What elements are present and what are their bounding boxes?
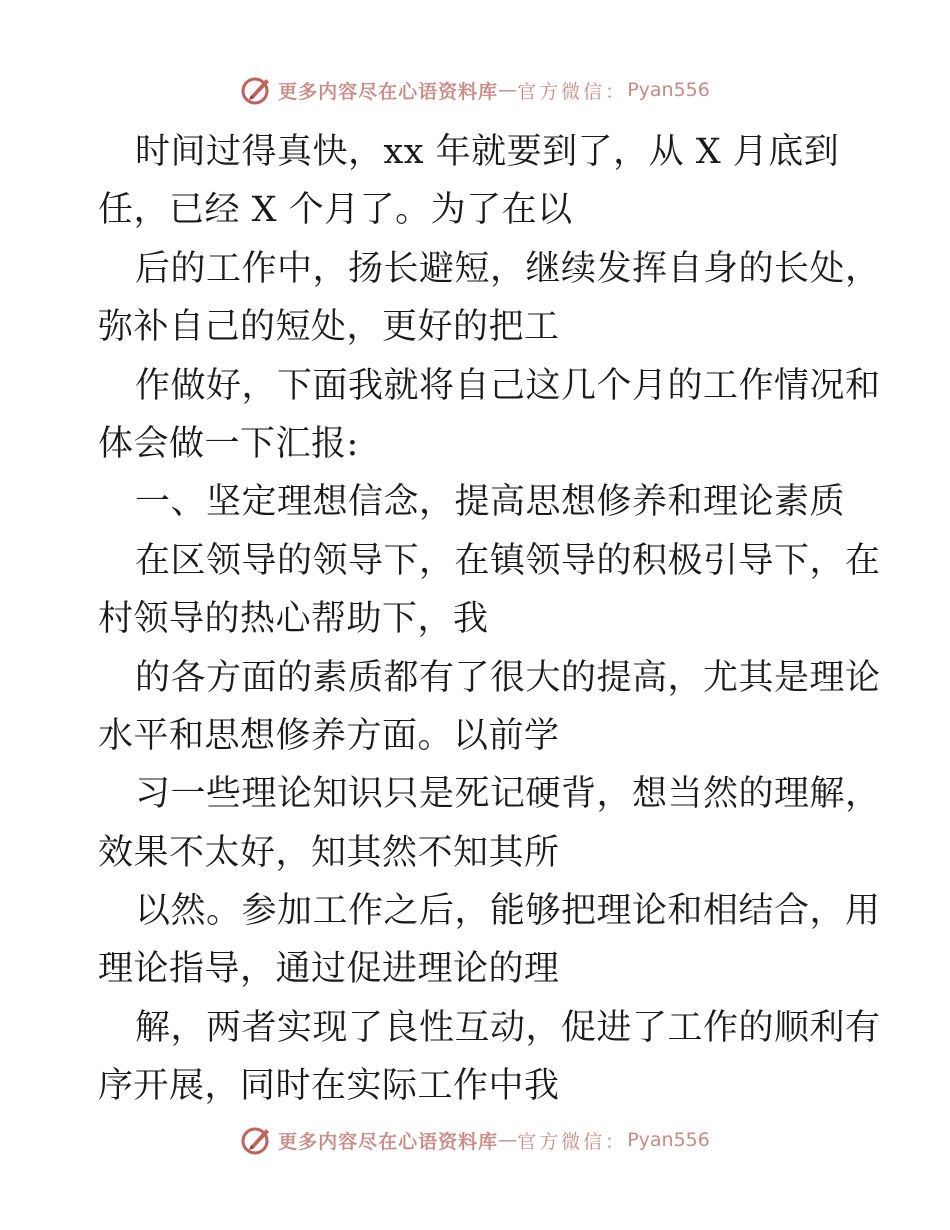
banner-wechat-label: 官方微信：: [517, 80, 628, 103]
document-body: [98, 123, 881, 1116]
paragraph-line: 弥补自己的短处，更好的把工: [98, 307, 560, 348]
paragraph-line: 序开展，同时在实际工作中我: [98, 1066, 560, 1107]
banner-separator: —: [498, 79, 518, 101]
paragraph-line: 习一些理论知识只是死记硬背，想当然的理解，: [135, 774, 881, 815]
paragraph-line: 的各方面的素质都有了很大的提高，尤其是理论: [135, 657, 881, 698]
paragraph-line: 后的工作中，扬长避短，继续发挥自身的长处，: [135, 248, 881, 289]
paragraph-line: 体会做一下汇报:: [98, 423, 359, 464]
quill-circle-logo-icon: [240, 73, 274, 107]
paragraph-line: 解，两者实现了良性互动，促进了工作的顺利有: [135, 1007, 881, 1048]
paragraph-line: 作做好，下面我就将自己这几个月的工作情况和: [135, 365, 881, 406]
banner-wechat-id: Pyan556: [627, 1129, 710, 1151]
quill-circle-logo-icon: [240, 1123, 274, 1157]
paragraph-line: 以然。参加工作之后，能够把理论和相结合，用: [135, 891, 881, 932]
paragraph-line: 水平和思想修养方面。以前学: [98, 715, 560, 756]
footer-watermark-banner: [0, 1120, 950, 1160]
banner-label: 更多内容尽在心语资料库: [278, 1130, 499, 1153]
paragraph-line: 在区领导的领导下，在镇领导的积极引导下，在: [135, 540, 881, 581]
paragraph-line: 理论指导，通过促进理论的理: [98, 949, 560, 990]
banner-wechat-id: Pyan556: [627, 79, 710, 101]
paragraph-line: 村领导的热心帮助下，我: [98, 599, 489, 640]
banner-separator: —: [498, 1129, 518, 1151]
paragraph-line: 效果不太好，知其然不知其所: [98, 832, 560, 873]
paragraph-line: 任，已经 X 个月了。为了在以: [98, 190, 573, 231]
paragraph-line: 一、坚定理想信念，提高思想修养和理论素质: [135, 482, 846, 523]
header-watermark-banner: [0, 70, 950, 110]
banner-label: 更多内容尽在心语资料库: [278, 80, 499, 103]
banner-wechat-label: 官方微信：: [517, 1130, 628, 1153]
paragraph-line: 时间过得真快，xx 年就要到了，从 X 月底到: [135, 132, 840, 172]
